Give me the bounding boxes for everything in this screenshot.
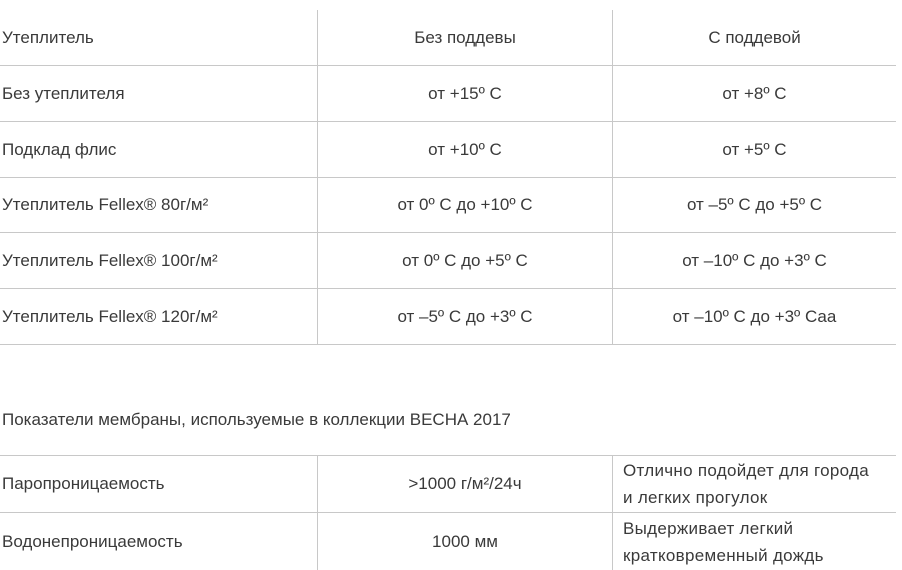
membrane-section-title: Показатели мембраны, используемые в коллекции ВЕСНА 2017 xyxy=(2,410,511,429)
note-line: и легких прогулок xyxy=(623,488,768,507)
row-value: 1000 мм xyxy=(432,531,498,551)
row-value-without: от +15º С xyxy=(428,83,502,103)
table-row xyxy=(0,289,896,345)
row-note xyxy=(613,456,902,512)
row-label: Подклад флис xyxy=(2,139,117,159)
row-label: Утеплитель Fellex® 80г/м² xyxy=(2,195,209,214)
row-note xyxy=(613,513,902,570)
row-value-with: от +5º С xyxy=(722,139,787,159)
table-row xyxy=(0,233,896,289)
table-row xyxy=(0,456,896,513)
row-value-with: от –5º С до +5º С xyxy=(686,195,823,214)
table-header-row xyxy=(0,10,896,66)
row-label: Утеплитель Fellex® 100г/м² xyxy=(2,250,218,270)
header-without-underlayer: Без поддевы xyxy=(414,27,516,47)
row-value: >1000 г/м²/24ч xyxy=(408,474,522,493)
table-row xyxy=(0,66,896,122)
header-insulation: Утеплитель xyxy=(2,27,94,47)
row-label: Паропроницаемость xyxy=(2,474,165,493)
row-value-without: от –5º С до +3º С xyxy=(397,306,533,326)
row-value-with: от –10º С до +3º Саа xyxy=(672,306,837,326)
note-line: кратковременный дождь xyxy=(623,545,824,565)
row-label: Без утеплителя xyxy=(2,83,125,103)
row-value-without: от 0º С до +5º С xyxy=(402,250,528,270)
note-line: Отлично подойдет для города xyxy=(623,461,870,480)
row-label: Утеплитель Fellex® 120г/м² xyxy=(2,306,218,326)
row-value-with: от –10º С до +3º С xyxy=(682,250,827,270)
row-value-with: от +8º С xyxy=(722,83,787,103)
row-value-without: от +10º С xyxy=(428,139,502,159)
note-line: Выдерживает легкий xyxy=(623,518,794,538)
table-row xyxy=(0,122,896,178)
header-with-underlayer: С поддевой xyxy=(708,27,801,47)
table-row xyxy=(0,178,896,233)
table-row xyxy=(0,513,896,570)
row-label: Водонепроницаемость xyxy=(2,531,183,551)
row-value-without: от 0º С до +10º С xyxy=(397,195,533,214)
